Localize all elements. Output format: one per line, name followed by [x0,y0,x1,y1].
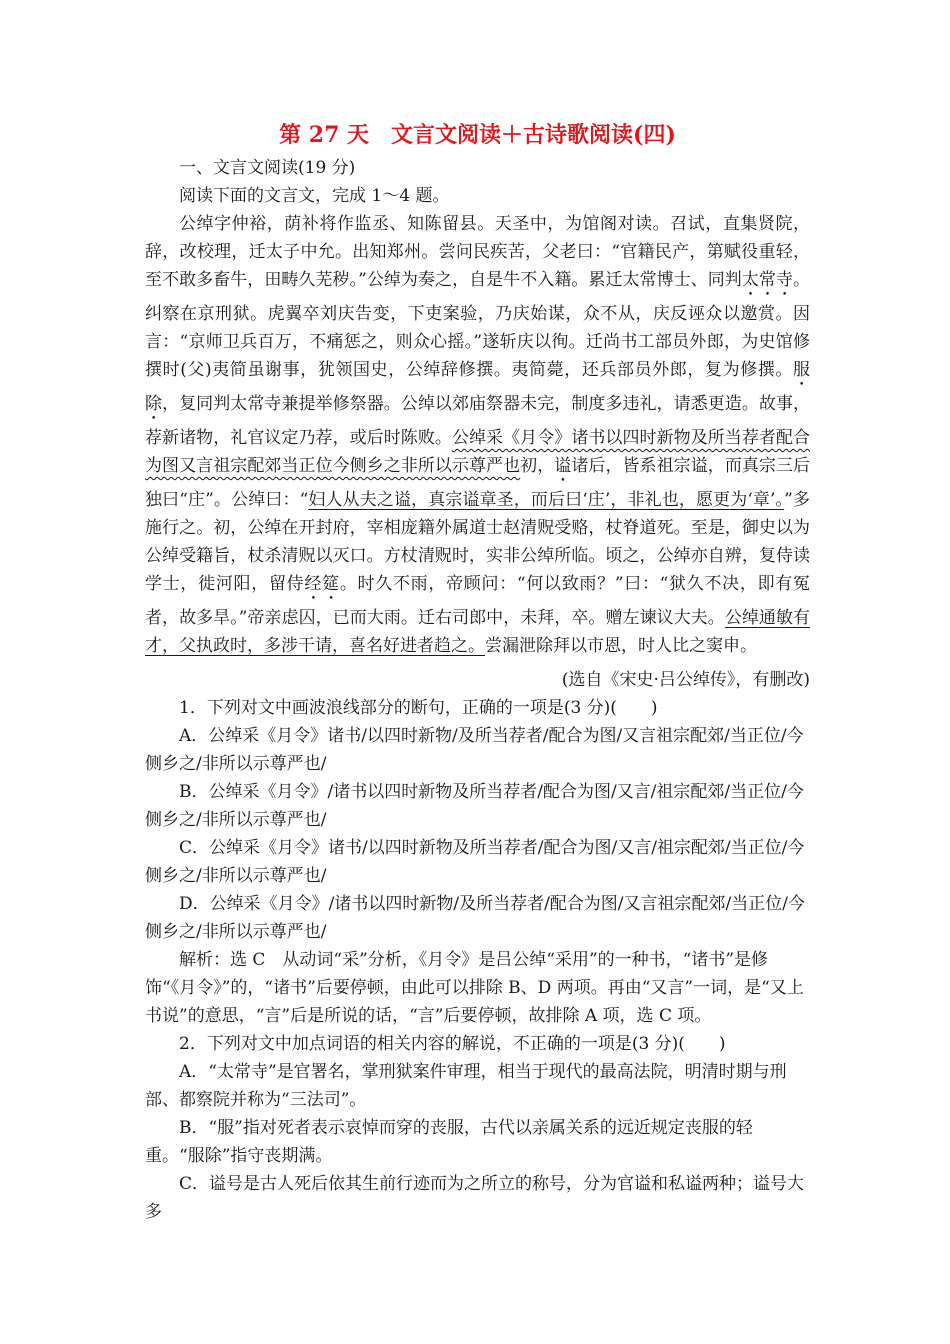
underlined-sentence-2: 公绰通敏有才，父执政时，多涉干请，喜名好进者趋之。 [145,608,810,656]
dotted-term-jingyan: 经筵 [304,574,340,594]
passage-source: (选自《宋史·吕公绰传》，有删改) [561,670,810,690]
classical-passage [145,210,810,660]
question-1-option-d: D．公绰采《月令》/诸书以四时新物/及所当荐者/配合为图/又言祖宗配郊/当正位/今侧乡之/非所以示尊严也/ [145,894,805,942]
passage-text: 公绰字仲裕，荫补将作监丞、知陈留县。天圣中，为馆阁对读。召试，直集贤院，辞，改校理，迁太子中允。出知郑州。尝问民疾苦，父老曰：“官籍民产，第赋役重轻，至不敢多畜牛，田畴久芜秽。”公绰为奏之，自是牛不入籍。累迁太常博士、同判 [145,214,810,290]
question-1-stem: 1．下列对文中画波浪线部分的断句，正确的一项是(3 分)( ) [179,698,658,718]
dotted-term-taichangsi: 太常寺 [741,270,793,290]
question-2-option-b: B．“服”指对死者表示哀悼而穿的丧服，古代以亲属关系的远近规定丧服的轻重。“服除”指守丧期满。 [145,1118,753,1166]
section-heading: 一、文言文阅读(19 分) [179,158,356,178]
question-1-option-c: C．公绰采《月令》诸书/以四时新物及所当荐者/配合为图/又言/祖宗配郊/当正位/今侧乡之/非所以示尊严也/ [145,838,805,886]
passage-text: 。时久不雨，帝顾问：“何以致雨？”曰：“狱久不决，即有冤者，故多旱。”帝亲虑囚，已而大雨。迁右司郎中，未拜，卒。赠左谏议大夫。 [145,574,811,628]
question-2-option-c: C．谥号是古人死后依其生前行迹而为之所立的称号，分为官谥和私谥两种；谥号大多 [145,1174,805,1222]
question-2-stem: 2．下列对文中加点词语的相关内容的解说，不正确的一项是(3 分)( ) [179,1034,726,1054]
question-2-option-a: A．“太常寺”是官署名，掌刑狱案件审理，相当于现代的最高法院，明清时期与刑部、都察院并称为“三法司”。 [145,1062,787,1110]
question-1-analysis: 解析：选 C 从动词“采”分析，《月令》是吕公绰“采用”的一种书，“诸书”是修饰“《月令》”的，“诸书”后要停顿，由此可以排除 B、D 两项。再由“又言”一词，是“又上书说”的意思，“言”后是所说的话，“言”后要停顿，故排除 A 项，选 C 项。 [145,950,804,1026]
dotted-term-fuchu: 服除 [145,360,810,414]
passage-text: 。纠察在京刑狱。虎翼卒刘庆告变，下吏案验，乃庆始谋，众不从，庆反诬众以邀赏。因言：“京师卫兵百万，不痛惩之，则众心摇。”遂斩庆以徇。迁尚书工部员外郎，为史馆修撰时(父)夷简虽谢事，犹领国史，公绰辞修撰。夷简薨，还兵部员外郎，复为修撰。 [145,270,810,380]
question-1-option-a: A．公绰采《月令》诸书/以四时新物/及所当荐者/配合为图/又言祖宗配郊/当正位/今侧乡之/非所以示尊严也/ [145,726,804,774]
dotted-term-shi: 谥 [554,456,572,476]
passage-text: 尝漏泄除拜以市恩，时人比之窦申。 [485,636,757,656]
wavy-underlined-sentence: 公绰采《月令》诸书以四时新物及所当荐者配合为图又言祖宗配郊当正位今侧乡之非所以示尊严也 [145,428,811,476]
passage-text: ，复同判太常寺兼提举修祭器。公绰以郊庙祭器未完，制度多违礼，请悉更造。故事，荐新诸物，礼官议定乃荐，或后时陈败。 [145,394,811,448]
passage-text: 诸后，皆系祖宗谥，而真宗三后独曰“庄”。公绰曰：“ [145,456,811,510]
underlined-sentence-1: 妇人从夫之谥，真宗谥章圣，而后曰‘庄’，非礼也，愿更为‘章’。 [308,490,785,510]
passage-text: ”多施行之。初，公绰在开封府，宰相庞籍外属道士赵清贶受赂，杖脊道死。至是，御史以为公绰受籍旨，杖杀清贶以灭口。方杖清贶时，实非公绰所临。顷之，公绰亦自辨，复侍读学士，徙河阳，留侍 [145,490,810,594]
page-title: 第 27 天 文言文阅读＋古诗歌阅读(四) [279,122,676,148]
question-1-option-b: B．公绰采《月令》/诸书以四时新物及所当荐者/配合为图/又言/祖宗配郊/当正位/今侧乡之/非所以示尊严也/ [145,782,804,830]
reading-instruction: 阅读下面的文言文，完成 1～4 题。 [179,186,450,206]
passage-text: 初， [520,456,555,476]
